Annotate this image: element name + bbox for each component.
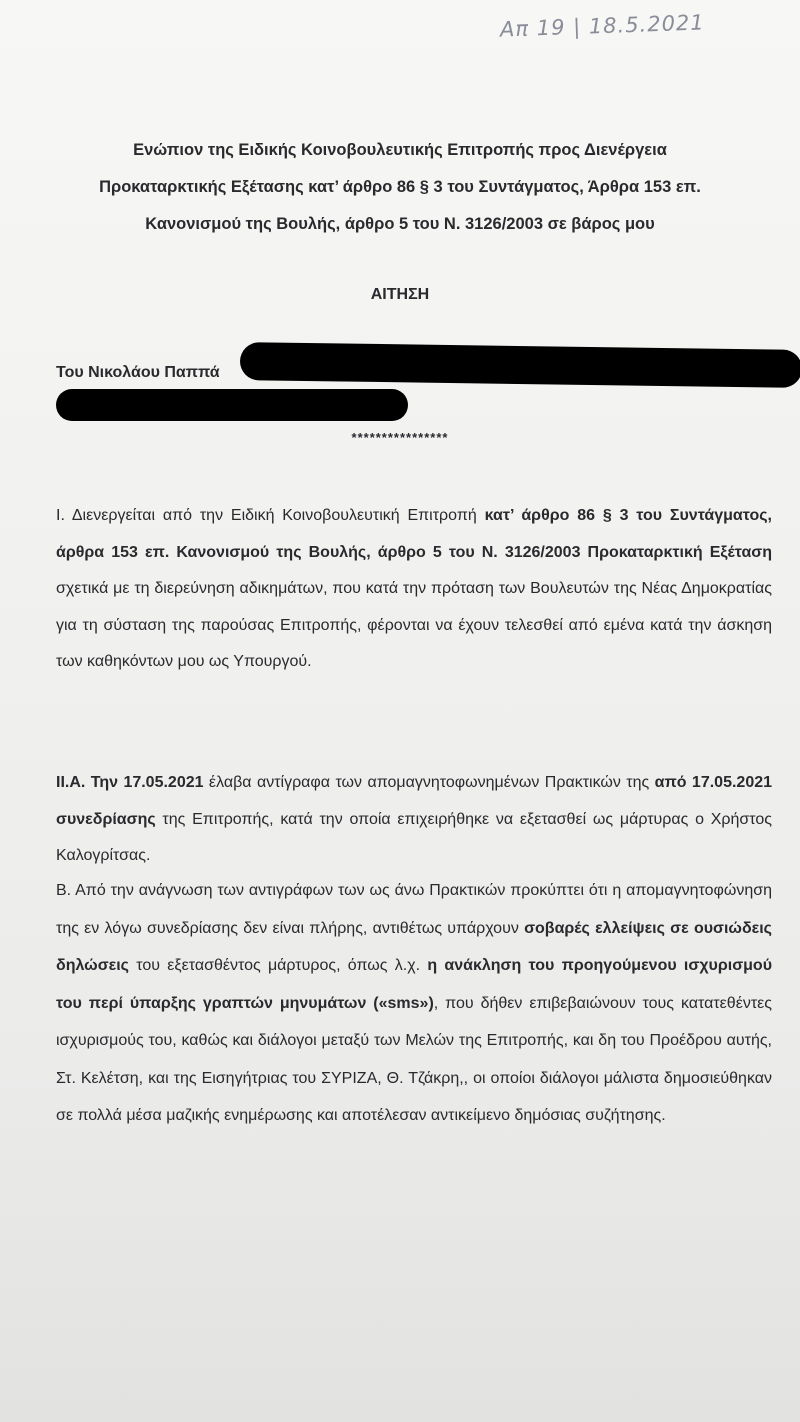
- bold-text-run: ΙΙ.Α. Την: [56, 774, 124, 791]
- document-header: [40, 132, 760, 243]
- header-line-3: Κανονισμού της Βουλής, άρθρο 5 του Ν. 3126/2003 σε βάρος μου: [145, 215, 655, 233]
- redaction-bar: [240, 342, 800, 388]
- bold-text-run: 17.05.2021: [123, 774, 204, 791]
- section-1-paragraph: [56, 498, 772, 681]
- text-run: σχετικά με τη διερεύνηση αδικημάτων, που κατά την πρόταση των Βουλευτών της Νέας Δημοκρατίας για τη σύσταση της παρούσας Επιτροπής, φέρονται να έχουν τελεσθεί από εμένα κατά την άσκηση των καθηκόντων μου ως Υπουργού.: [56, 580, 772, 670]
- text-run: , που δήθεν επιβεβαιώνουν τους κατατεθέντες ισχυρισμούς του, καθώς και διάλογοι μεταξύ των Μελών της Επιτροπής, και δη του Προέδρου αυτής, Στ. Κελέτση, και της Εισηγήτριας του ΣΥΡΙΖΑ, Θ. Τζάκρη,, οι οποίοι διάλογοι μάλιστα δημοσιεύθηκαν σε πολλά μέσα μαζικής ενημέρωσης και αποτέλεσαν αντικείμενο δημόσιας συζήτησης.: [56, 994, 772, 1124]
- text-run: του εξετασθέντος μάρτυρος, όπως λ.χ.: [129, 957, 428, 974]
- applicant-name: Του Νικολάου Παππά: [56, 364, 220, 381]
- handwritten-protocol-number: Απ 19 | 18.5.2021: [499, 10, 706, 42]
- text-run: Ι. Διενεργείται από την Ειδική Κοινοβουλευτική Επιτροπή: [56, 507, 485, 524]
- document-title: ΑΙΤΗΣΗ: [370, 286, 430, 303]
- header-line-2: Προκαταρκτικής Εξέτασης κατ’ άρθρο 86 § 3 του Συντάγματος, Άρθρα 153 επ.: [99, 178, 701, 196]
- bold-text-run: σοβαρές ελλείψεις σε ουσιώδεις δηλώσεις: [56, 919, 773, 974]
- section-2a-paragraph: [56, 765, 772, 875]
- text-run: Β. Από την ανάγνωση των αντιγράφων των ως άνω Πρακτικών προκύπτει ότι η απομαγνητοφώνηση της εν λόγω συνεδρίασης δεν είναι πλήρης, αντιθέτως υπάρχουν: [56, 882, 772, 937]
- text-run: της Επιτροπής, κατά την οποία επιχειρήθηκε να εξετασθεί ως μάρτυρας ο Χρήστος Καλογρίτσας.: [56, 810, 772, 864]
- section-2b-paragraph: [56, 872, 772, 1135]
- redaction-bar: [56, 389, 408, 421]
- separator-stars: ****************: [351, 430, 449, 445]
- bold-text-run: κατ’ άρθρο 86 § 3 του Συντάγματος, άρθρα 153 επ. Κανονισμού της Βουλής, άρθρο 5 του Ν. 3126/2003 Προκαταρκτική Εξέταση: [56, 507, 772, 561]
- bold-text-run: από 17.05.2021 συνεδρίασης: [56, 774, 773, 828]
- text-run: έλαβα αντίγραφα των απομαγνητοφωνημένων Πρακτικών της: [203, 774, 655, 791]
- header-line-1: Ενώπιον της Ειδικής Κοινοβουλευτικής Επιτροπής προς Διενέργεια: [133, 141, 667, 159]
- bold-text-run: η ανάκληση του προηγούμενου ισχυρισμού του περί ύπαρξης γραπτών μηνυμάτων («sms»): [56, 957, 773, 1012]
